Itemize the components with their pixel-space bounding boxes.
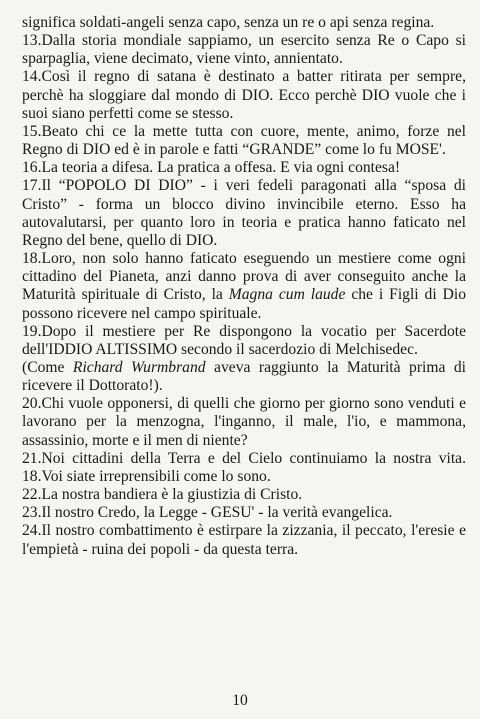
paragraph	[22, 250, 466, 323]
paragraph	[22, 68, 466, 122]
text-run: 20.Chi vuole opponersi, di quelli che giorno per giorno sono venduti e lavorano per la menzogna, l'inganno, il male, l'io, e mammona, assassinio, morte e il men di niente?	[22, 395, 466, 449]
paragraph	[22, 504, 466, 522]
italic-text: Richard Wurmbrand	[72, 358, 206, 376]
text-run: 23.Il nostro Credo, la Legge - GESU' - la verità evangelica.	[22, 504, 393, 522]
text-run: 16.La teoria a difesa. La pratica a offesa. E via ogni contesa!	[22, 159, 401, 177]
text-run: 15.Beato chi ce la mette tutta con cuore, mente, animo, forze nel Regno di DIO ed è in parole e fatti “GRANDE” come lo fu MOSE'.	[22, 122, 466, 159]
page-number: 10	[232, 692, 248, 709]
text-run: 24.Il nostro combattimento è estirpare la zizzania, il peccato, l'eresie e l'empietà - ruina dei popoli - da questa terra.	[22, 522, 466, 558]
paragraph	[22, 395, 466, 449]
paragraph	[22, 450, 466, 486]
page-body	[22, 14, 466, 559]
paragraph	[22, 123, 466, 159]
text-run: significa soldati-angeli senza capo, senza un re o api senza regina.	[22, 14, 435, 31]
text-run: (Come	[22, 358, 73, 376]
text-run: 22.La nostra bandiera è la giustizia di Cristo.	[22, 486, 303, 504]
paragraph	[22, 177, 466, 250]
italic-text: Magna cum laude	[228, 286, 346, 304]
text-run: 13.Dalla storia mondiale sappiamo, un esercito senza Re o Capo si sparpaglia, viene decimato, viene vinto, annientato.	[22, 32, 466, 68]
paragraph	[22, 323, 466, 359]
text-run: 18.Loro, non solo hanno faticato eseguendo un mestiere come ogni cittadino del Pianeta, anzi danno prova di aver conseguito anche la Maturità spirituale di Cristo, la	[22, 250, 466, 304]
text-run: 14.Così il regno di satana è destinato a batter ritirata per sempre, perchè ha sloggiare dal mondo di DIO. Ecco perchè DIO vuole che i suoi siano perfetti come se stesso.	[22, 68, 466, 122]
paragraph	[22, 32, 466, 68]
paragraph	[22, 522, 466, 558]
paragraph	[22, 159, 466, 177]
text-run: aveva raggiunto la Maturità prima di ricevere il Dottorato!).	[22, 358, 466, 395]
paragraph	[22, 359, 466, 395]
paragraph	[22, 486, 466, 504]
text-run: 19.Dopo il mestiere per Re dispongono la vocatio per Sacerdote dell'IDDIO ALTISSIMO secondo il sacerdozio di Melchisedec.	[22, 322, 466, 358]
text-run: 17.Il “POPOLO DI DIO” - i veri fedeli paragonati alla “sposa di Cristo” - forma un blocco divino invincibile eterno. Esso ha autovalutarsi, per quanto loro in teoria e pratica hanno faticato nel Regno del bene, quello di DIO.	[22, 177, 466, 249]
paragraph	[22, 14, 466, 32]
text-run: 21.Noi cittadini della Terra e del Cielo continuiamo la nostra vita. 18.Voi siate irreprensibili come lo sono.	[22, 449, 466, 485]
text-run: che i Figli di Dio possono ricevere nel campo spirituale.	[22, 286, 466, 322]
